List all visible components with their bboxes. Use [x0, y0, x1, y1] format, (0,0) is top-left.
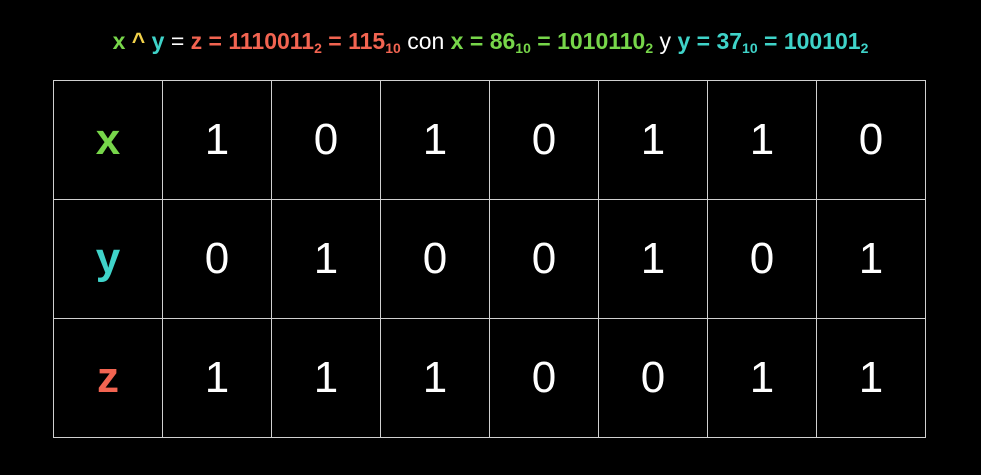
formula-x-equals: = — [469, 28, 484, 54]
bit-cell: 0 — [490, 319, 599, 438]
formula-z: z — [190, 28, 203, 54]
bit-cell: 1 — [272, 200, 381, 319]
formula-y-equals-2: = — [764, 28, 778, 54]
formula-y-binary-base: 2 — [860, 40, 869, 56]
formula-x-decimal-base: 10 — [515, 40, 531, 56]
formula-x: x — [112, 28, 126, 54]
bit-cell: 1 — [817, 200, 926, 319]
formula-x-2: x — [450, 28, 464, 54]
formula-z-equals: = — [208, 28, 222, 54]
row-label-y: y — [54, 200, 163, 319]
bit-cell: 1 — [817, 319, 926, 438]
bit-cell: 1 — [381, 319, 490, 438]
bit-cell: 0 — [163, 200, 272, 319]
bit-cell: 1 — [381, 81, 490, 200]
formula-z-binary-base: 2 — [314, 40, 322, 56]
xor-formula — [0, 24, 981, 58]
formula-equals: = — [170, 28, 185, 54]
bit-cell: 1 — [599, 200, 708, 319]
bit-cell: 0 — [708, 200, 817, 319]
formula-y-equals: = — [696, 28, 711, 54]
bit-cell: 1 — [272, 319, 381, 438]
formula-x-binary-base: 2 — [645, 40, 654, 56]
formula-z-decimal-base: 10 — [385, 40, 401, 56]
formula-x-binary: 1010110 — [557, 28, 646, 54]
formula-x-decimal: 86 — [489, 28, 516, 54]
bit-cell: 0 — [490, 81, 599, 200]
table-row-y — [54, 200, 926, 319]
bit-table — [53, 80, 926, 438]
table-row-x — [54, 81, 926, 200]
formula-z-equals-2: = — [328, 28, 342, 54]
formula-x-equals-2: = — [537, 28, 551, 54]
formula-and: y — [659, 28, 672, 54]
formula-z-decimal: 115 — [348, 28, 386, 54]
formula-y-group — [677, 28, 868, 54]
bit-cell: 0 — [490, 200, 599, 319]
bit-cell: 0 — [272, 81, 381, 200]
table-row-z — [54, 319, 926, 438]
formula-y-binary: 100101 — [783, 28, 861, 54]
formula-xor-operator: ^ — [131, 28, 146, 54]
row-label-x: x — [54, 81, 163, 200]
formula-y-decimal: 37 — [716, 28, 743, 54]
bit-cell: 0 — [817, 81, 926, 200]
bit-cell: 1 — [599, 81, 708, 200]
bit-cell: 1 — [163, 81, 272, 200]
formula-y-decimal-base: 10 — [742, 40, 758, 56]
formula-z-binary: 1110011 — [228, 28, 315, 54]
formula-x-group — [451, 28, 653, 54]
bit-cell: 1 — [708, 319, 817, 438]
formula-y-2: y — [677, 28, 691, 54]
formula-y: y — [151, 28, 165, 54]
formula-con: con — [407, 28, 445, 54]
row-label-z: z — [54, 319, 163, 438]
bit-cell: 1 — [708, 81, 817, 200]
bit-cell: 0 — [599, 319, 708, 438]
bit-cell: 0 — [381, 200, 490, 319]
formula-z-group — [191, 28, 401, 54]
bit-cell: 1 — [163, 319, 272, 438]
